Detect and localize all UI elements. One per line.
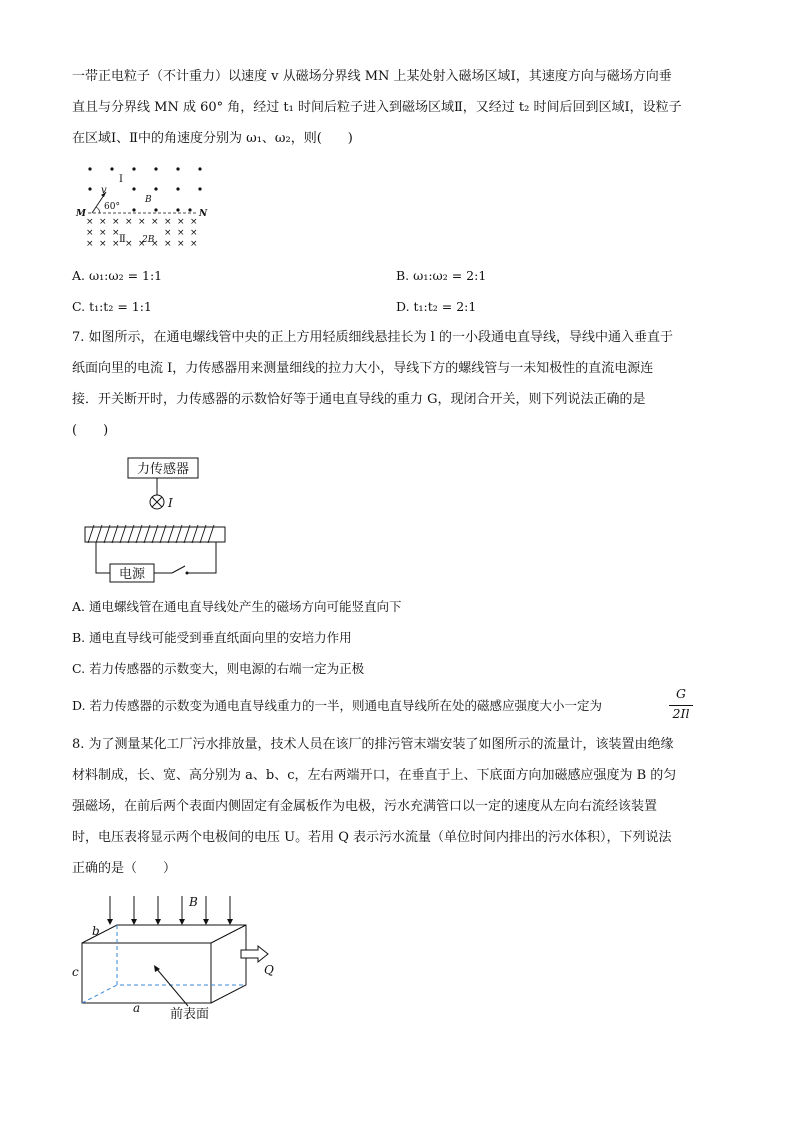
q8-flowmeter-figure xyxy=(70,888,290,1023)
q7-option-b: B. 通电直导线可能受到垂直纸面向里的安培力作用 xyxy=(72,630,352,645)
width-b-label: b xyxy=(92,924,100,938)
field-b-label: B xyxy=(189,895,198,909)
q8-line-4: 时，电压表将显示两个电极间的电压 U。若用 Q 表示污水流量（单位时间内排出的污水体积），下列说法 xyxy=(72,830,672,845)
q8-line-1: 8. 为了测量某化工厂污水排放量，技术人员在该厂的排污管末端安装了如图所示的流量计，该装置由绝缘 xyxy=(72,737,674,752)
q8-line-3: 强磁场，在前后两个表面内侧固定有金属板作为电极，污水充满管口以一定的速度从左向右流经该装置 xyxy=(72,799,658,814)
svg-text:×: × xyxy=(99,217,107,227)
q6-option-b: B. ω₁:ω₂ = 2:1 xyxy=(396,268,487,283)
svg-text:×: × xyxy=(125,217,133,227)
front-surface-label: 前表面 xyxy=(170,1007,210,1022)
q6-line-1: 一带正电粒子（不计重力）以速度 v 从磁场分界线 MN 上某处射入磁场区域Ⅰ，其速度方向与磁场方向垂 xyxy=(72,69,672,84)
svg-text:×: × xyxy=(125,239,133,249)
current-label: I xyxy=(168,496,173,510)
flow-q-label: Q xyxy=(264,963,274,977)
angle-label: 60° xyxy=(104,202,120,212)
svg-text:×: × xyxy=(177,217,185,227)
svg-text:×: × xyxy=(86,228,94,238)
power-source-label: 电源 xyxy=(118,567,146,582)
q7-solenoid-figure xyxy=(80,455,230,583)
svg-text:×: × xyxy=(190,228,198,238)
q6-option-c: C. t₁:t₂ = 1:1 xyxy=(72,299,152,314)
svg-text:×: × xyxy=(164,217,172,227)
svg-text:×: × xyxy=(99,228,107,238)
svg-text:×: × xyxy=(99,239,107,249)
height-c-label: c xyxy=(72,965,79,979)
svg-text:×: × xyxy=(86,239,94,249)
q7-line-1: 7. 如图所示，在通电螺线管中央的正上方用轻质细线悬挂长为 l 的一小段通电直导线，导线中通入垂直于 xyxy=(72,330,673,345)
sensor-label: 力传感器 xyxy=(136,462,190,477)
svg-text:×: × xyxy=(177,228,185,238)
region-2-label: Ⅱ xyxy=(119,234,126,245)
svg-text:×: × xyxy=(151,239,159,249)
point-m-label: M xyxy=(76,209,86,219)
q7-option-a: A. 通电螺线管在通电直导线处产生的磁场方向可能竖直向下 xyxy=(72,599,402,614)
svg-text:×: × xyxy=(112,228,120,238)
svg-text:×: × xyxy=(86,217,94,227)
q8-line-2: 材料制成，长、宽、高分别为 a、b、c，左右两端开口，在垂直于上、下底面方向加磁感应强度为 B 的匀 xyxy=(72,768,677,783)
point-n-label: N xyxy=(199,209,208,219)
length-a-label: a xyxy=(133,1001,141,1015)
svg-text:×: × xyxy=(164,228,172,238)
svg-text:×: × xyxy=(190,239,198,249)
q7-option-c: C. 若力传感器的示数变大，则电源的右端一定为正极 xyxy=(72,661,365,676)
q7-line-2: 纸面向里的电流 I，力传感器用来测量细线的拉力大小，导线下方的螺线管与一未知极性的直流电源连 xyxy=(72,361,654,376)
field-2b-label: 2B xyxy=(142,235,155,245)
svg-text:×: × xyxy=(177,239,185,249)
q8-line-5: 正确的是（ ） xyxy=(72,861,177,876)
svg-text:×: × xyxy=(138,239,146,249)
q7-line-4: ( ) xyxy=(72,423,109,438)
svg-text:×: × xyxy=(138,217,146,227)
q6-line-3: 在区域Ⅰ、Ⅱ中的角速度分别为 ω₁、ω₂，则( ) xyxy=(72,131,353,146)
fraction-denominator: 2Il xyxy=(672,706,690,721)
q7-option-d: D. 若力传感器的示数变为通电直导线重力的一半，则通电直导线所在处的磁感应强度大小一定为 xyxy=(72,698,603,713)
svg-text:×: × xyxy=(190,217,198,227)
q6-option-d: D. t₁:t₂ = 2:1 xyxy=(396,299,477,314)
q6-magnetic-field-figure xyxy=(74,160,214,252)
svg-text:×: × xyxy=(164,239,172,249)
fraction-numerator: G xyxy=(676,686,686,701)
velocity-label: v xyxy=(101,185,107,196)
q6-line-2: 直且与分界线 MN 成 60° 角，经过 t₁ 时间后粒子进入到磁场区域Ⅱ，又经过 t₂ 时间后回到区域Ⅰ，设粒子 xyxy=(72,100,682,115)
svg-text:×: × xyxy=(112,239,120,249)
svg-text:×: × xyxy=(151,217,159,227)
svg-text:×: × xyxy=(112,217,120,227)
region-1-label: Ⅰ xyxy=(119,174,123,185)
q6-option-a: A. ω₁:ω₂ = 1:1 xyxy=(72,268,163,283)
field-b-label: B xyxy=(145,195,152,205)
q7-line-3: 接．开关断开时，力传感器的示数恰好等于通电直导线的重力 G，现闭合开关，则下列说法正确的是 xyxy=(72,392,646,407)
